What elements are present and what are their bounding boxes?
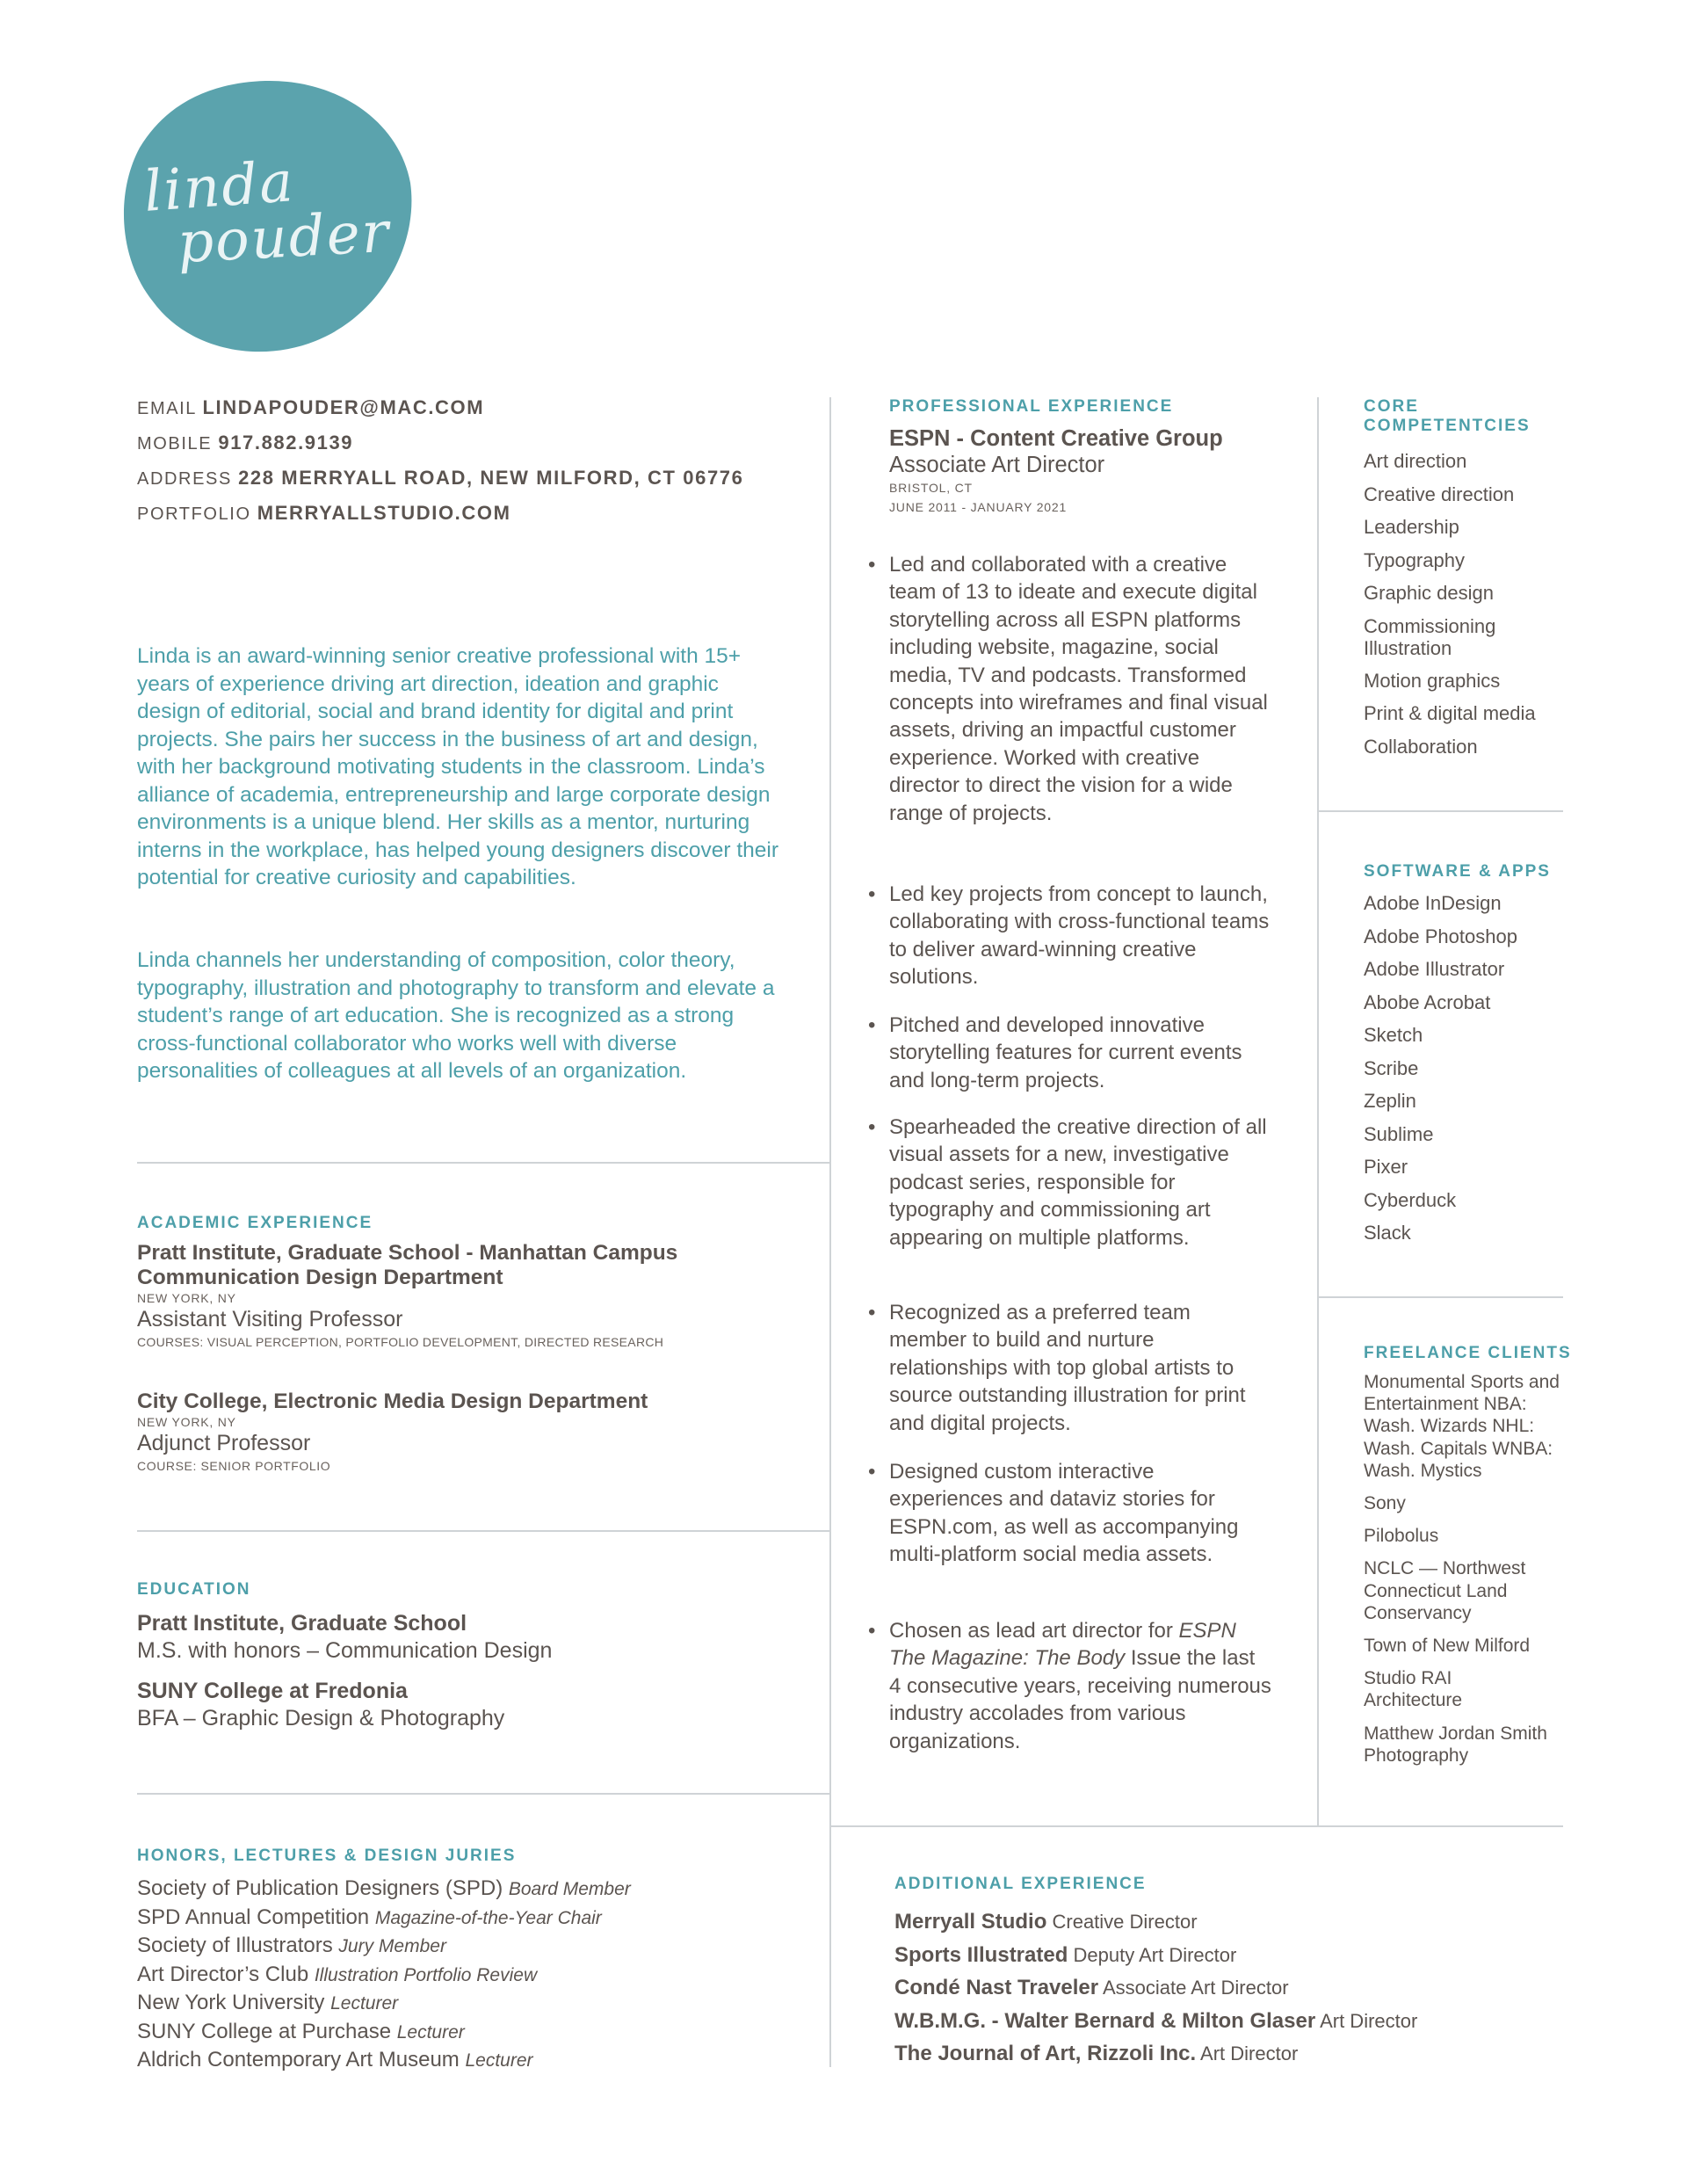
bullet-dot: •	[868, 1115, 876, 1139]
bullet-text: Recognized as a preferred team member to build and nurture relationships with top global artists to source outstanding illustration for print and digital projects.	[889, 1301, 1246, 1435]
honor-name: SUNY College at Purchase	[137, 2019, 392, 2043]
professional-job-header	[889, 425, 1293, 516]
honor-role: Magazine-of-the-Year Chair	[374, 1907, 602, 1928]
job-bullet-text	[889, 551, 1272, 827]
divider-vertical-1	[829, 397, 831, 2067]
software-heading: SOFTWARE & APPS	[1364, 862, 1551, 881]
software-item: Adobe Illustrator	[1364, 958, 1505, 980]
job-bullet	[868, 1299, 1272, 1437]
job-bullet	[868, 1114, 1272, 1252]
academic-org: Pratt Institute, Graduate School - Manhattan Campus	[137, 1241, 678, 1265]
contact-portfolio	[137, 503, 511, 525]
honor-role: Lecturer	[396, 2021, 465, 2043]
additional-item	[894, 1905, 1562, 1939]
additional-role: Art Director	[1320, 2009, 1418, 2032]
divider-right-2	[1317, 1296, 1563, 1298]
bullet-text: Chosen as lead art director for	[889, 1619, 1179, 1643]
competency-item: Collaboration	[1364, 735, 1478, 758]
competency-item: Motion graphics	[1364, 669, 1501, 692]
job-bullet	[868, 551, 1272, 827]
academic-heading: ACADEMIC EXPERIENCE	[137, 1214, 373, 1232]
additional-heading: ADDITIONAL EXPERIENCE	[894, 1875, 1147, 1893]
honors-heading: HONORS, LECTURES & DESIGN JURIES	[137, 1847, 517, 1865]
additional-item	[894, 1939, 1562, 1972]
honor-item	[137, 1875, 822, 1904]
software-item: Zeplin	[1364, 1090, 1416, 1112]
software-item: Cyberduck	[1364, 1188, 1457, 1211]
honor-item	[137, 1961, 822, 1990]
competency-item: Print & digital media	[1364, 702, 1536, 724]
divider-left-2	[137, 1530, 829, 1532]
job-bullet	[868, 1617, 1272, 1755]
software-item: Pixer	[1364, 1156, 1408, 1178]
additional-item	[894, 2005, 1562, 2038]
honor-name: SPD Annual Competition	[137, 1905, 370, 1929]
professional-heading: PROFESSIONAL EXPERIENCE	[889, 397, 1174, 416]
job-bullet	[868, 1012, 1272, 1094]
education-school: SUNY College at Fredonia	[137, 1679, 408, 1703]
academic-location: NEW YORK, NY	[137, 1415, 236, 1429]
bullet-text: Issue the last 4 consecutive years, receiving numerous industry accolades from various organizations.	[889, 1646, 1271, 1753]
honors-list	[137, 1875, 822, 2075]
email-link[interactable]: LINDAPOUDER@MAC.COM	[202, 396, 485, 418]
portfolio-link[interactable]: MERRYALLSTUDIO.COM	[257, 502, 511, 524]
competency-item: Commissioning Illustration	[1364, 614, 1496, 659]
job-bullet-text	[889, 1458, 1272, 1569]
bullet-emphasis: ESPN The Magazine: The Body	[889, 1619, 1236, 1671]
mobile-number: 917.882.9139	[218, 432, 354, 453]
software-item: Adobe InDesign	[1364, 892, 1502, 914]
additional-org: W.B.M.G. - Walter Bernard & Milton Glaser	[894, 2008, 1316, 2033]
honor-item	[137, 2046, 822, 2075]
additional-org: Sports Illustrated	[894, 1942, 1068, 1967]
academic-org: City College, Electronic Media Design Department	[137, 1389, 648, 1413]
honor-role: Illustration Portfolio Review	[314, 1964, 538, 1985]
competencies-heading: CORE COMPETENTCIES	[1364, 397, 1531, 435]
contact-address	[137, 468, 743, 490]
software-item: Adobe Photoshop	[1364, 925, 1517, 947]
logo	[118, 77, 413, 355]
academic-dept: Communication Design Department	[137, 1266, 503, 1289]
honor-role: Jury Member	[338, 1936, 446, 1956]
competency-item: Leadership	[1364, 516, 1459, 538]
academic-courses: COURSES: VISUAL PERCEPTION, PORTFOLIO DEVELOPMENT, DIRECTED RESEARCH	[137, 1335, 664, 1349]
software-item: Sublime	[1364, 1122, 1434, 1145]
bullet-dot: •	[868, 1301, 876, 1324]
additional-role: Creative Director	[1052, 1911, 1198, 1933]
contact-email	[137, 397, 484, 419]
bullet-text: Designed custom interactive experiences and dataviz stories for ESPN.com, as well as accompanying multi-platform social media assets.	[889, 1460, 1239, 1567]
contact-label: MOBILE	[137, 434, 213, 453]
freelance-item: NCLC — Northwest Connecticut Land Conservancy	[1364, 1558, 1526, 1623]
software-item: Slack	[1364, 1222, 1411, 1244]
honor-name: Aldrich Contemporary Art Museum	[137, 2048, 460, 2072]
job-dates: JUNE 2011 - JANUARY 2021	[889, 500, 1068, 514]
bullet-text: Led key projects from concept to launch, collaborating with cross-functional teams to deliver award-winning creative solutions.	[889, 882, 1270, 990]
software-list	[1364, 887, 1566, 1250]
honor-role: Lecturer	[465, 2050, 533, 2071]
honor-name: Society of Publication Designers (SPD)	[137, 1876, 503, 1900]
bullet-text: Spearheaded the creative direction of all visual assets for a new, investigative podcast series, responsible for typography and commissioning art appearing on multiple platforms.	[889, 1115, 1267, 1250]
freelance-item: Studio RAI Architecture	[1364, 1668, 1463, 1711]
freelance-heading: FREELANCE CLIENTS	[1364, 1344, 1572, 1362]
competencies-list	[1364, 445, 1566, 763]
job-title: Associate Art Director	[889, 453, 1105, 477]
freelance-item: Pilobolus	[1364, 1526, 1439, 1547]
freelance-item: Sony	[1364, 1493, 1406, 1514]
logo-line-1: linda	[141, 149, 297, 225]
job-bullet-text	[889, 1617, 1272, 1755]
freelance-list	[1364, 1371, 1568, 1767]
contact-label: EMAIL	[137, 399, 197, 418]
competency-item: Graphic design	[1364, 582, 1494, 604]
job-bullet	[868, 881, 1272, 991]
divider-vertical-2	[1317, 397, 1319, 1825]
bullet-text: Pitched and developed innovative storytelling features for current events and long-term projects.	[889, 1013, 1242, 1092]
honor-name: Art Director’s Club	[137, 1962, 309, 1986]
education-entry-pratt	[137, 1610, 822, 1665]
honor-name: Society of Illustrators	[137, 1934, 333, 1957]
education-entry-suny	[137, 1678, 822, 1732]
honor-name: New York University	[137, 1991, 325, 2014]
additional-org: The Journal of Art, Rizzoli Inc.	[894, 2042, 1197, 2065]
bullet-dot: •	[868, 1013, 876, 1037]
contact-label: ADDRESS	[137, 469, 232, 489]
logo-line-2: pouder	[176, 200, 392, 277]
education-degree: BFA – Graphic Design & Photography	[137, 1706, 505, 1731]
divider-left-1	[137, 1162, 829, 1164]
bullet-dot: •	[868, 1460, 876, 1484]
freelance-item: Matthew Jordan Smith Photography	[1364, 1723, 1547, 1766]
honor-item	[137, 1989, 822, 2018]
academic-role: Adjunct Professor	[137, 1431, 311, 1455]
bullet-dot: •	[868, 553, 876, 577]
additional-list	[894, 1905, 1562, 2071]
divider-bottom	[829, 1825, 1563, 1827]
contact-mobile	[137, 432, 353, 454]
additional-item	[894, 2037, 1562, 2071]
honor-role: Board Member	[508, 1879, 631, 1899]
academic-location: NEW YORK, NY	[137, 1291, 236, 1305]
bio-paragraph-2: Linda channels her understanding of composition, color theory, typography, illustration and photography to transform and elevate a student’s range of art education. She is recognized as a strong cross-functional collaborator who works well with diverse personalities of colleagues at all levels of an organization.	[137, 948, 775, 1083]
additional-org: Condé Nast Traveler	[894, 1976, 1099, 1999]
honor-item	[137, 1932, 822, 1961]
academic-role: Assistant Visiting Professor	[137, 1307, 403, 1331]
honor-item	[137, 2018, 822, 2047]
contact-label: PORTFOLIO	[137, 504, 251, 524]
academic-entry-pratt	[137, 1241, 822, 1352]
honor-role: Lecturer	[330, 1993, 399, 2013]
job-location: BRISTOL, CT	[889, 481, 973, 495]
job-bullet	[868, 1458, 1272, 1569]
divider-right-1	[1317, 810, 1563, 812]
education-school: Pratt Institute, Graduate School	[137, 1611, 467, 1636]
honor-item	[137, 1904, 822, 1933]
job-bullet-text	[889, 1299, 1272, 1437]
bio-paragraph-1: Linda is an award-winning senior creative professional with 15+ years of experience driving art direction, ideation and graphic design of editorial, social and brand identity for digital and print projects. She pairs her success in the business of art and design, with her background motivating students in the classroom. Linda’s alliance of academia, entrepreneurship and large corporate design environments is a unique blend. Her skills as a mentor, nurturing interns in the workplace, has helped young designers discover their potential for creative curiosity and capabilities.	[137, 644, 778, 889]
job-bullet-text	[889, 1114, 1272, 1252]
job-bullet-text	[889, 881, 1272, 991]
bullet-dot: •	[868, 882, 876, 906]
freelance-item: Monumental Sports and Entertainment NBA: Wash. Wizards NHL: Wash. Capitals WNBA: Wash. Mystics	[1364, 1372, 1560, 1481]
education-degree: M.S. with honors – Communication Design	[137, 1638, 553, 1663]
education-heading: EDUCATION	[137, 1580, 251, 1599]
software-item: Scribe	[1364, 1056, 1419, 1079]
address-value: 228 MERRYALL ROAD, NEW MILFORD, CT 06776	[238, 467, 744, 489]
academic-entry-city-college	[137, 1389, 822, 1476]
job-company: ESPN - Content Creative Group	[889, 426, 1223, 451]
additional-role: Art Director	[1200, 2043, 1299, 2064]
software-item: Abobe Acrobat	[1364, 990, 1491, 1013]
competency-item: Typography	[1364, 548, 1465, 571]
freelance-item: Town of New Milford	[1364, 1636, 1531, 1657]
competency-item: Creative direction	[1364, 483, 1515, 505]
bullet-dot: •	[868, 1619, 876, 1643]
additional-role: Deputy Art Director	[1073, 1943, 1237, 1966]
additional-org: Merryall Studio	[894, 1910, 1047, 1934]
competency-item: Art direction	[1364, 450, 1467, 472]
software-item: Sketch	[1364, 1024, 1423, 1046]
additional-item	[894, 1971, 1562, 2005]
job-bullet-text	[889, 1012, 1272, 1094]
bullet-text: Led and collaborated with a creative team of 13 to ideate and execute digital storytelling across all ESPN platforms including website, magazine, social media, TV and podcasts. Transformed concepts into wireframes and final visual assets, driving an impactful customer experience. Worked with creative director to direct the vision for a wide range of projects.	[889, 553, 1268, 825]
additional-role: Associate Art Director	[1103, 1977, 1289, 1999]
divider-left-3	[137, 1793, 829, 1795]
academic-courses: COURSE: SENIOR PORTFOLIO	[137, 1459, 331, 1473]
